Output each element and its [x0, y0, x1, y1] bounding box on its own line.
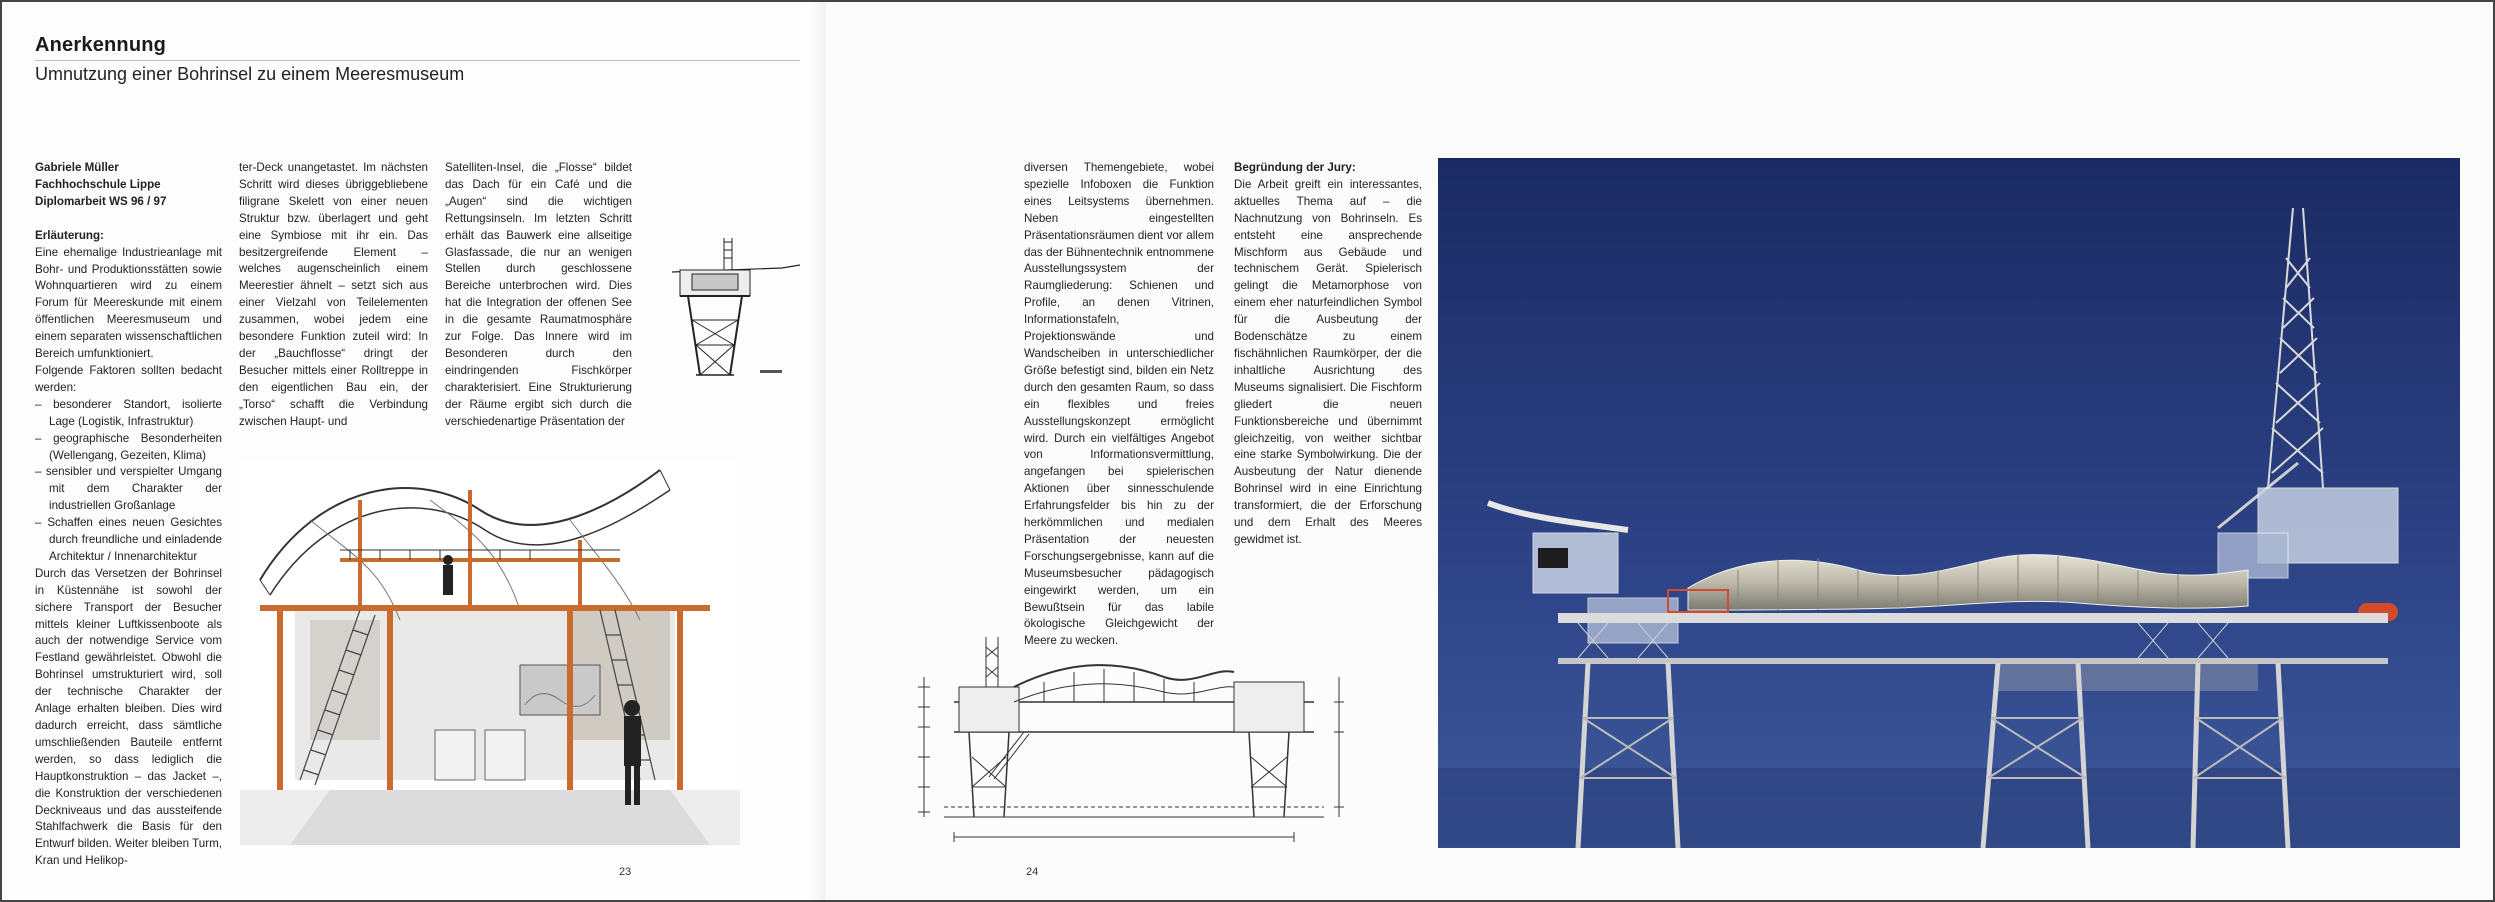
body-paragraph: Satelliten-Insel, die „Flosse“ bildet das Dach für ein Café und die „Augen“ sind die wichtigen Rettungsinseln. Im letzten Schritt erhält das Bauwerk eine allseitige Glasfassade, die nur an wenigen Stellen durch geschlossene Bereiche unterbrochen wird. Dies hat die Integration der offenen See in die gesamte Raumatmosphäre zur Folge. Das Innere wird im Besonderen durch den eindringenden Fischkörper charakterisiert. Eine Strukturierung der Räume ergibt sich durch die verschiedenartige Präsentation der: [445, 161, 632, 428]
left-page: [0, 0, 826, 902]
factor-item: – geographische Besonderheiten (Wellengang, Gezeiten, Klima): [35, 431, 222, 462]
factor-item: – sensibler und verspielter Umgang mit dem Charakter der industriellen Großanlage: [35, 465, 222, 513]
interior-perspective-sketch: [240, 460, 740, 845]
author-name: Gabriele Müller: [35, 161, 119, 174]
author-school: Fachhochschule Lippe: [35, 177, 161, 191]
text-column-1: [35, 160, 222, 870]
explanation-heading: Erläuterung:: [35, 228, 104, 242]
platform-model-photo: [1438, 158, 2460, 848]
factor-item: – besonderer Standort, isolierte Lage (Logistik, Infrastruktur): [35, 397, 222, 428]
article-subtitle: Umnutzung einer Bohrinsel zu einem Meeresmuseum: [35, 64, 465, 84]
tower-elevation-drawing: [652, 230, 802, 390]
body-paragraph: Durch das Versetzen der Bohrinsel in Küstennähe ist sowohl der sichere Transport der Besucher mittels kleiner Luftkissenboote als auch der notwendige Service vom Festland gewährleistet. Obwohl die Bohrinsel umstrukturiert wird, soll der technische Charakter der Anlage erhalten bleiben. Dies wird dadurch erreicht, dass sämtliche umschließenden Bauteile entfernt werden, so dass lediglich die Hauptkonstruktion – das Jacket –, die Konstruktion der verschiedenen Deckniveaus und das aussteifende Stahlfachwerk die Basis für den Entwurf bilden. Weiter bleiben Turm, Kran und Helikop-: [35, 566, 222, 868]
text-column-4: [1024, 160, 1214, 650]
factor-item: – Schaffen eines neuen Gesichtes durch freundliche und einladende Architektur / Innenarchitektur: [35, 516, 222, 563]
jury-column: [1234, 160, 1422, 549]
page-number-left: 23: [619, 866, 632, 878]
intro-paragraph: Eine ehemalige Industrieanlage mit Bohr- und Produktionsstätten sowie Wohnquartieren wird zu einem Forum für Meereskunde mit einem öffentlichen Meeresmuseum und einem separaten wissenschaftlichen Bereich umfunktioniert.: [35, 245, 222, 361]
author-thesis: Diplomarbeit WS 96 / 97: [35, 194, 167, 208]
jury-heading: Begründung der Jury:: [1234, 161, 1356, 174]
page-number-right: 24: [1026, 866, 1039, 878]
text-column-3: [445, 160, 632, 431]
cross-section-drawing: [894, 627, 1364, 847]
section-title: Anerkennung: [35, 34, 167, 56]
body-paragraph: ter-Deck unangetastet. Im nächsten Schritt wird dieses übriggebliebene filigrane Skelett von einer neuen Struktur bzw. überlagert und geht eine Symbiose mit ihr ein. Das besitzergreifende Element – welches augenscheinlich einem Meerestier ähnelt – setzt sich aus einer Vielzahl von Teilelementen zusammen, wobei jedem eine besondere Funktion zuteil wird: In der „Bauchflosse“ dringt der Besucher mittels einer Rolltreppe in den eigentlichen Bau ein, der „Torso“ schafft die Verbindung zwischen Haupt- und: [239, 161, 428, 428]
right-page: [826, 0, 2495, 902]
factors-intro: Folgende Faktoren sollten bedacht werden:: [35, 363, 222, 394]
jury-paragraph: Die Arbeit greift ein interessantes, aktuelles Thema auf – die Nachnutzung von Bohrinseln. Es entsteht eine ansprechende Mischform aus Gebäude und technischem Gerät. Spielerisch gelingt die Metamorphose von einem eher naturfeindlichen Symbol für die Ausbeutung der Bodenschätze zu einem fischähnlichen Raumkörper, der die inhaltliche Ausrichtung des Museums signalisiert. Die Fischform gliedert die neuen Funktionsbereiche und übernimmt gleichzeitig, von weither sichtbar eine starke Symbolwirkung. Die der Ausbeutung der Natur dienende Bohrinsel wird in eine Einrichtung transformiert, die der Erforschung und dem Erhalt des Meeres gewidmet ist.: [1234, 177, 1422, 546]
text-column-2: [239, 160, 428, 431]
body-paragraph: diversen Themengebiete, wobei spezielle Infoboxen die Funktion eines Leitsystems übernehmen. Neben eingestellten Präsentationsräumen dient vor allem das der Bühnentechnik entnommene Ausstellungssystem der Raumgliederung: Schienen und Profile, an denen Vitrinen, Informationstafeln, Projektionswände und Wandscheiben in unterschiedlicher Größe befestigt sind, bilden ein Netz durch den gesamten Raum, so dass ein flexibles und freies Ausstellungskonzept ermöglicht wird. Durch ein vielfältiges Angebot von Informationsvermittlung, angefangen bei spielerischen Aktionen über sinnesschulende Erfahrungsfelder bis hin zu der herkömmlichen und medialen Präsentation der neuesten Forschungsergebnisse, kann auf die Museumsbesucher pädagogisch eingewirkt werden, um ein Bewußtsein für das labile ökologische Gleichgewicht der Meere zu wecken.: [1024, 161, 1214, 648]
title-rule: [35, 60, 800, 61]
